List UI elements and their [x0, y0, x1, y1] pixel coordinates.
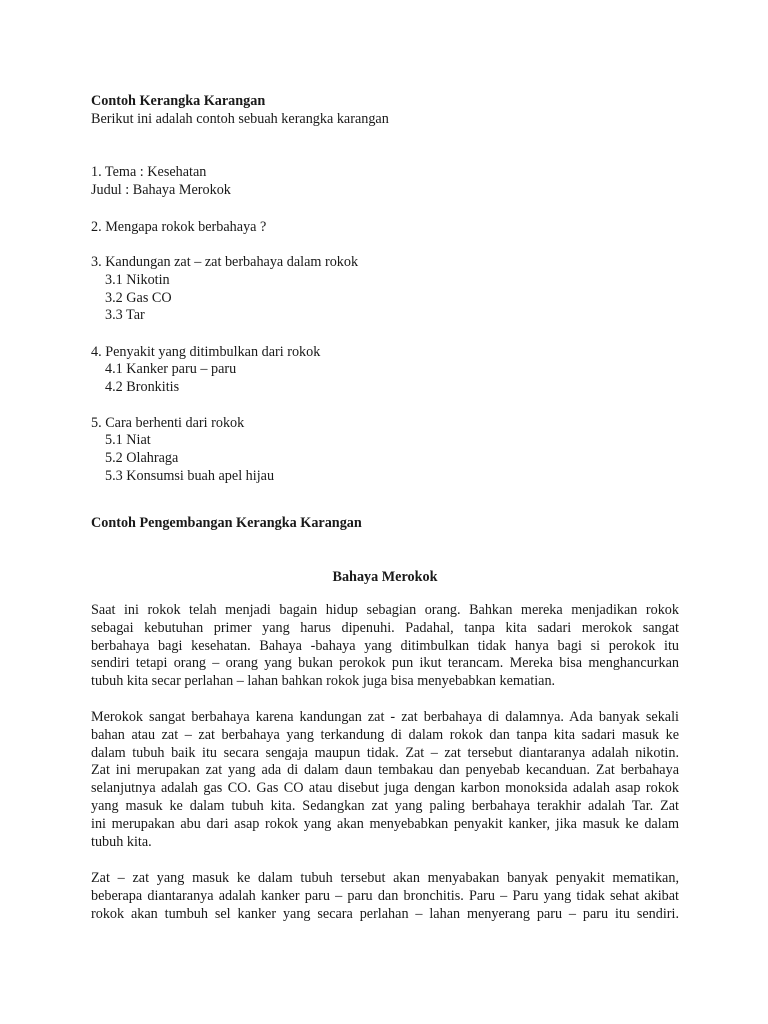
essay-title: Bahaya Merokok: [332, 569, 438, 585]
outline-point-5-item: 5.3 Konsumsi buah apel hijau: [105, 468, 275, 484]
outline-tema: 1. Tema : Kesehatan: [91, 164, 207, 180]
outline-point-5-title: 5. Cara berhenti dari rokok: [91, 415, 245, 431]
intro-text: Berikut ini adalah contoh sebuah kerangka karangan: [91, 111, 389, 127]
paragraph-line: bahan atau zat – zat berbahaya yang terkandung di dalam rokok dan tanpa kita sadari masuk ke: [91, 726, 679, 743]
paragraph-line: dalam tubuh baik itu secara sengaja maupun tidak. Zat – zat tersebut diantaranya adalah nikotin.: [91, 744, 679, 761]
outline-point-5-item: 5.2 Olahraga: [105, 450, 179, 466]
outline-point-3-title: 3. Kandungan zat – zat berbahaya dalam rokok: [91, 254, 359, 270]
outline-point-3-item: 3.3 Tar: [105, 307, 145, 323]
paragraph-line: tubuh kita.: [91, 833, 152, 850]
paragraph-line: rokok akan tumbuh sel kanker yang secara perlahan – lahan menyerang paru – paru itu sendiri.: [91, 905, 679, 922]
paragraph-line: beberapa diantaranya adalah kanker paru – paru dan bronchitis. Paru – Paru yang tidak sehat akibat: [91, 887, 679, 904]
paragraph-line: tubuh kita secar perlahan – lahan bahkan rokok juga bisa menyebabkan kematian.: [91, 673, 556, 690]
paragraph-line: Saat ini rokok telah menjadi bagain hidup sebagian orang. Bahkan mereka menjadikan rokok: [91, 602, 679, 618]
paragraph-line: Zat ini merupakan zat yang ada di dalam daun tembakau dan penyebab kecanduan. Zat berbahaya: [91, 762, 679, 779]
outline-point-3-item: 3.1 Nikotin: [105, 272, 170, 288]
outline-point-4-item: 4.2 Bronkitis: [105, 379, 180, 395]
outline-heading: Contoh Kerangka Karangan: [91, 93, 266, 109]
development-heading: Contoh Pengembangan Kerangka Karangan: [91, 515, 362, 531]
paragraph-line: sebagai kebutuhan primer yang harus dipenuhi. Padahal, tanpa kita sadari merokok sangat: [91, 619, 679, 636]
paragraph-3: [91, 870, 679, 923]
paragraph-line: selanjutnya adalah gas CO. Gas CO atau disebut juga dengan karbon monoksida adalah asap rokok: [91, 780, 679, 797]
paragraph-line: yang masuk ke dalam tubuh kita. Sedangkan zat yang paling berbahaya terakhir adalah Tar. Zat: [91, 797, 679, 814]
paragraph-line: Merokok sangat berbahaya karena kandungan zat - zat berbahaya di dalamnya. Ada banyak sekali: [91, 709, 679, 725]
paragraph-1: [91, 602, 679, 691]
outline-judul: Judul : Bahaya Merokok: [91, 182, 231, 198]
paragraph-line: Zat – zat yang masuk ke dalam tubuh tersebut akan menyabakan banyak penyakit mematikan,: [91, 870, 679, 886]
paragraph-line: berbahaya bagi kesehatan. Bahaya -bahaya yang ditimbulkan tidak hanya bagi si perokok itu: [91, 637, 679, 654]
outline-point-4-title: 4. Penyakit yang ditimbulkan dari rokok: [91, 344, 321, 360]
paragraph-2: [91, 709, 679, 851]
outline-point-4-item: 4.1 Kanker paru – paru: [105, 361, 237, 377]
paragraph-line: sendiri tetapi orang – orang yang bukan perokok pun ikut terancam. Mereka bisa menghancurkan: [91, 655, 679, 672]
outline-point-3-item: 3.2 Gas CO: [105, 290, 172, 306]
outline-point-5-item: 5.1 Niat: [105, 432, 151, 448]
outline-point-2: 2. Mengapa rokok berbahaya ?: [91, 219, 267, 235]
paragraph-line: ini merupakan abu dari asap rokok yang akan menyebabkan penyakit kanker, jika masuk ke dalam: [91, 815, 679, 832]
